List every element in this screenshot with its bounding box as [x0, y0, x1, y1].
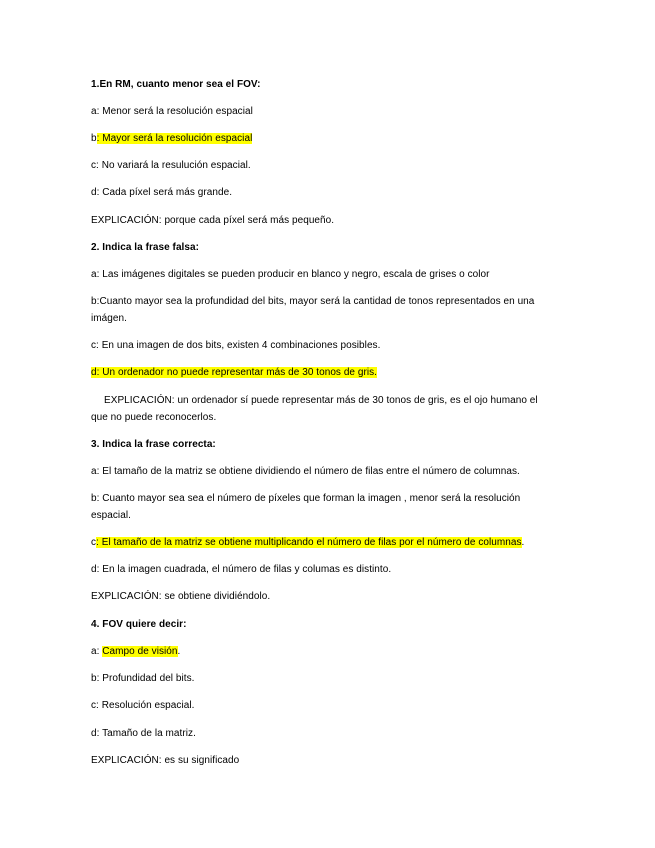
q4-title: 4. FOV quiere decir:: [91, 619, 187, 630]
q2-option-b-line2: imágen.: [91, 313, 127, 324]
q4-option-d: d: Tamaño de la matriz.: [91, 728, 196, 739]
q2-option-c: c: En una imagen de dos bits, existen 4 combinaciones posibles.: [91, 340, 381, 351]
q1-option-a: a: Menor será la resolución espacial: [91, 106, 253, 117]
highlighted-answer: : Mayor será la resolución espacial: [96, 133, 253, 144]
q2-option-b-line1: b:Cuanto mayor sea la profundidad del bits, mayor será la cantidad de tonos representados en una: [91, 296, 535, 307]
q3-option-b-line1: b: Cuanto mayor sea sea el número de píxeles que forman la imagen , menor será la resolución: [91, 493, 521, 504]
q2-title: 2. Indica la frase falsa:: [91, 242, 199, 253]
highlighted-answer: Campo de visión: [102, 646, 178, 657]
q3-option-d: d: En la imagen cuadrada, el número de filas y columas es distinto.: [91, 564, 392, 575]
q1-option-c: c: No variará la resulución espacial.: [91, 160, 251, 171]
q3-title: 3. Indica la frase correcta:: [91, 439, 216, 450]
q3-option-a: a: El tamaño de la matriz se obtiene dividiendo el número de filas entre el número de columnas.: [91, 466, 520, 477]
q2-option-a: a: Las imágenes digitales se pueden producir en blanco y negro, escala de grises o color: [91, 269, 490, 280]
q4-option-c: c: Resolución espacial.: [91, 700, 195, 711]
q3-option-b-line2: espacial.: [91, 510, 131, 521]
q4-option-a: a: Campo de visión.: [91, 646, 181, 657]
q1-explanation: EXPLICACIÓN: porque cada píxel será más pequeño.: [91, 215, 335, 226]
q2-explanation-line2: que no puede reconocerlos.: [91, 412, 217, 423]
q1-option-d: d: Cada píxel será más grande.: [91, 187, 233, 198]
q3-option-c: c: El tamaño de la matriz se obtiene multiplicando el número de filas por el número de columnas.: [91, 537, 525, 548]
q3-explanation: EXPLICACIÓN: se obtiene dividiéndolo.: [91, 591, 271, 602]
q1-option-b: b: Mayor será la resolución espacial: [91, 133, 253, 144]
q2-option-d: [91, 366, 377, 379]
highlighted-answer: : El tamaño de la matriz se obtiene multiplicando el número de filas por el número de columnas: [96, 537, 522, 548]
q2-explanation-line1: EXPLICACIÓN: un ordenador sí puede representar más de 30 tonos de gris, es el ojo humano el: [104, 395, 538, 406]
q1-title: 1.En RM, cuanto menor sea el FOV:: [91, 79, 261, 90]
highlighted-answer: d: Un ordenador no puede representar más de 30 tonos de gris.: [91, 367, 378, 378]
q4-option-b: b: Profundidad del bits.: [91, 673, 195, 684]
q4-explanation: EXPLICACIÓN: es su significado: [91, 755, 240, 766]
